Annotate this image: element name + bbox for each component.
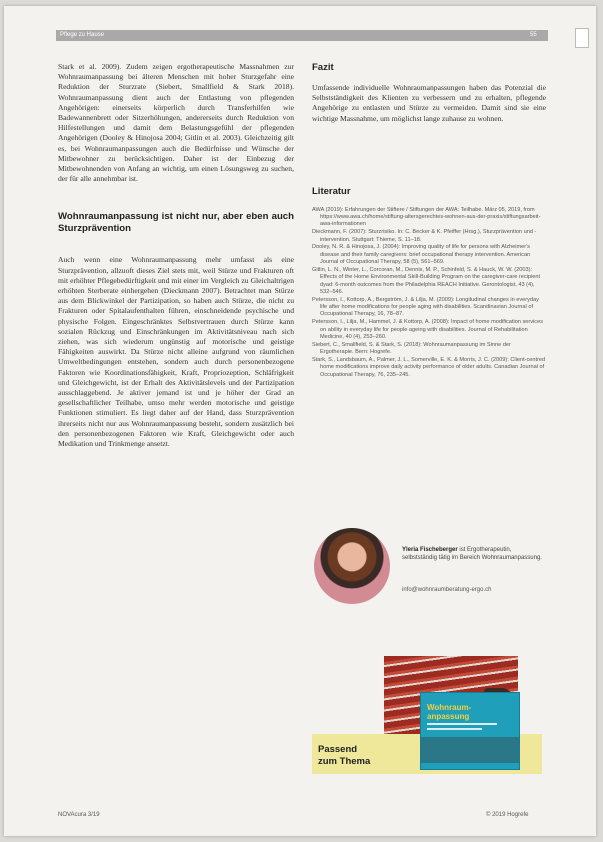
literature-heading: Literatur (312, 185, 351, 197)
reference-list (312, 207, 546, 379)
section-heading: Wohnraumanpassung ist nicht nur, aber eben auch Sturzprävention (58, 211, 294, 235)
page-number: 55 (530, 32, 537, 38)
book-title (427, 703, 471, 721)
reference-item: Siebert, C., Smallfield, S. & Stark, S. (2018): Wohnraumanpassung im Sinne der Ergotherapie. Bern: Hogrefe. (312, 341, 511, 356)
author-email[interactable]: info@wohnraumberatung-ergo.ch (402, 587, 492, 593)
page-tab-marker (575, 28, 589, 48)
fazit-text: Umfassende individuelle Wohnraumanpassungen haben das Potenzial die Selbstständigkeit des Klienten zu verbessern und zu erhalten, pflegende Angehörige zu entlasten und Stürze zu vermeiden. Damit sind sie eine wichtige Massnahme, um möglichst lange zuhause zu wohnen. (312, 83, 546, 123)
fazit-heading: Fazit (312, 62, 334, 73)
promo-box (312, 656, 542, 774)
reference-item: AWA (2019): Erfahrungen der Stiftere / Stiftungen der AWA: Teilhabe. März 05, 2019, from https://www.awa.ch/home/stiftung-altersgerechtes-wohnen-aus-der-praxis/stiftungsarbeit-awa-informationen (312, 206, 541, 228)
book-title-line1: Wohnraum- (427, 703, 472, 712)
intro-paragraph: Stark et al. 2009). Zudem zeigen ergotherapeutische Massnahmen zur Wohnraumanpassung bei älteren Menschen mit hoher Sturzgefahr eine Reduktion der Sturzrate (Siebert, Smallfield & Stark 2018). Wohnraumanpassung dient auch der Entlastung von pflegenden Angehörigen: einerseits körperlich durch Transferhilfen wie Badewannenbrett oder Sitzerhöhungen, andererseits durch Reduktion von Hilfestellungen und damit dem Belastungsgefühl der pflegenden Angehörigen (Dooley & Hinojosa 2004; Gitlin et al. 2003). Gleichzeitig gilt es, bei Wohnraumanpassungen auch die Bedürfnisse und Wünsche der Mitbewohner zu berücksichtigen. Daher ist der Einbezug der Mitbewohnenden von Anfang an wichtig, um einen Lösungsweg zu suchen, der für alle annehmbar ist. (58, 62, 294, 184)
reference-item: Dieckmann, F. (2007): Sturzrisiko. In: C. Becker & K. Pfeiffer (Hrsg.), Sturzprävention und -intervention. Stuttgart: Thieme, S. 11–18. (312, 229, 537, 243)
book-cover[interactable] (420, 692, 520, 770)
footer-publisher: © 2019 Hogrefe (486, 812, 529, 818)
left-column (58, 62, 294, 449)
reference-item: Gitlin, L. N., Winter, L., Corcoran, M., Dennis, M. P., Schinfeld, S. & Hauck, W. W. (2003): Effects of the Home Environmental Skill-Building Program on the caregiver-care recipient dyad: 6-month outcomes from the Philadelphia REACH Initiative. Gerontologist, 43 (4), 532–546. (312, 266, 541, 295)
promo-label-line2: zum Thema (318, 756, 371, 767)
header-bar (56, 30, 548, 41)
author-block (314, 528, 546, 620)
body-paragraph: Auch wenn eine Wohnraumanpassung mehr umfasst als eine Sturzprävention, allzuoft dieses Ziel stets mit, weil Stürze und Frakturen oft mit erhöhter Pflegebedürftigkeit und mit einer im Vergleich zu Gleichaltrigen erhöhten Sterberate einhergehen (Dieckmann 2007). Betrachtet man Stürze aus dem Blickwinkel der Partizipation, so haben auch Stürze, die nicht zu Frakturen oder Spitalaufenthalten führen, einschneidende psychische und physische Folgen. Eingeschränktes Selbstvertrauen durch Stürze kann sozialen Rückzug und Einschränkungen im Aktivitätsniveau nach sich ziehen, was sich wiederum ungünstig auf motorische und geistige Fähigkeiten auswirkt. Da Stürze nicht alleine aufgrund von räumlichen Umweltbedingungen entstehen, sondern auch durch personenbezogene Faktoren wie Koordinationsfähigkeit, Kraft, Propriozeption, Schläfrigkeit und Gleichgewicht, ist der Erhalt des Aktivitätslevels und der Partizipation ausschlaggebend. Je aktiver jemand ist und je höher der Grad an gesellschaftlicher Teilhabe, umso mehr werden motorische und geistige Funktionen stimuliert. Es liegt daher auf der Hand, dass Sturzprävention ihrerseits nicht nur aus Wohnraumanpassung besteht, sondern zusätzlich bei den personenbezogenen Faktoren wie Kraft, Gleichgewicht oder auch Medikation und Trinkmenge ansetzt. (58, 255, 294, 449)
reference-item: Petersson, I., Lilja, M., Hammel, J. & Kottorp, A. (2008): Impact of home modification services on ability in everyday life for people ageing with disabilities. Journal of Rehabilitation Medicine, 40 (4), 253–260. (312, 319, 543, 340)
author-photo (314, 528, 390, 604)
promo-label (318, 744, 370, 768)
footer-issue: NOVAcura 3/19 (58, 812, 100, 818)
book-title-line2: anpassung (427, 712, 470, 721)
author-name: Yleria Fischeberger (402, 547, 458, 553)
reference-item: Stark, S., Landsbaum, A., Palmer, J. L., Somerville, E. K. & Morris, J. C. (2009): Client-centred home modifications improve daily activity performance of older adults. Canadian Journal of Occupational Therapy, 76, 235–245. (312, 356, 546, 378)
show-through-text (58, 722, 294, 754)
promo-label-line1: Passend (318, 744, 358, 755)
reference-item: Dooley, N. R. & Hinojosa, J. (2004): Improving quality of life for persons with Alzheimer's disease and their family caregivers: brief occupational therapy intervention. American Journal of Occupational Therapy, 58 (5), 561–569. (312, 244, 531, 266)
book-subtitle-line (427, 728, 482, 730)
author-description: ist Ergotherapeutin, selbstständig tätig im Bereich Wohnraumanpassung. (402, 547, 542, 561)
header-section: Pflege zu Hause (60, 32, 105, 38)
book-cover-image (421, 737, 519, 763)
author-bio (402, 546, 542, 562)
reference-item: Petersson, I., Kottorp, A., Bergström, J. & Lilja, M. (2009): Longitudinal changes in everyday life after home modifications for people aging with disabilities. Scandinavian Journal of Occupational Therapy, 16, 78–87. (312, 296, 539, 318)
book-subtitle-line (427, 723, 497, 725)
right-column (312, 62, 546, 379)
